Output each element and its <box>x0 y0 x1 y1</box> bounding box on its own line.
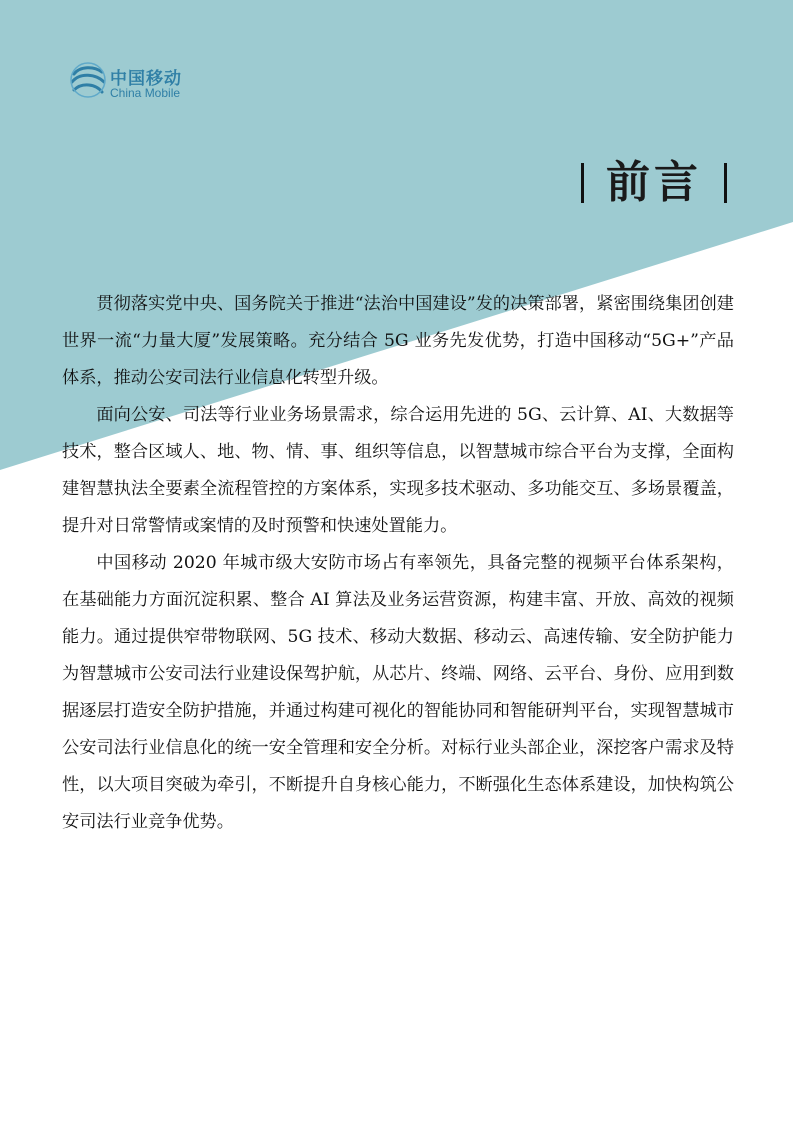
preface-body <box>62 286 734 841</box>
title-bar-left <box>581 163 584 203</box>
paragraph-3: 中国移动 2020 年城市级大安防市场占有率领先，具备完整的视频平台体系架构，在基础能力方面沉淀积累、整合 AI 算法及业务运营资源，构建丰富、开放、高效的视频能力。通过提供窄带物联网、5G 技术、移动大数据、移动云、高速传输、安全防护能力为智慧城市公安司法行业建设保驾护航，从芯片、终端、网络、云平台、身份、应用到数据逐层打造安全防护措施，并通过构建可视化的智能协同和智能研判平台，实现智慧城市公安司法行业信息化的统一安全管理和安全分析。对标行业头部企业，深挖客户需求及特性，以大项目突破为牵引，不断提升自身核心能力，不断强化生态体系建设，加快构筑公安司法行业竞争优势。 <box>62 553 734 832</box>
title-bar-right <box>724 163 727 203</box>
page-title: 前言 <box>606 157 702 208</box>
china-mobile-logo <box>68 60 208 106</box>
page-title-block <box>581 156 727 210</box>
china-mobile-logo-icon <box>68 60 108 100</box>
paragraph-1: 贯彻落实党中央、国务院关于推进“法治中国建设”发的决策部署，紧密围绕集团创建世界一流“力量大厦”发展策略。充分结合 5G 业务先发优势，打造中国移动“5G+”产品体系，推动公安司法行业信息化转型升级。 <box>62 294 734 388</box>
paragraph-2: 面向公安、司法等行业业务场景需求，综合运用先进的 5G、云计算、AI、大数据等技术，整合区域人、地、物、情、事、组织等信息，以智慧城市综合平台为支撑，全面构建智慧执法全要素全流程管控的方案体系，实现多技术驱动、多功能交互、多场景覆盖，提升对日常警情或案情的及时预警和快速处置能力。 <box>62 405 734 536</box>
logo-name-en: China Mobile <box>110 86 181 100</box>
logo-name-cn: 中国移动 <box>110 69 182 89</box>
